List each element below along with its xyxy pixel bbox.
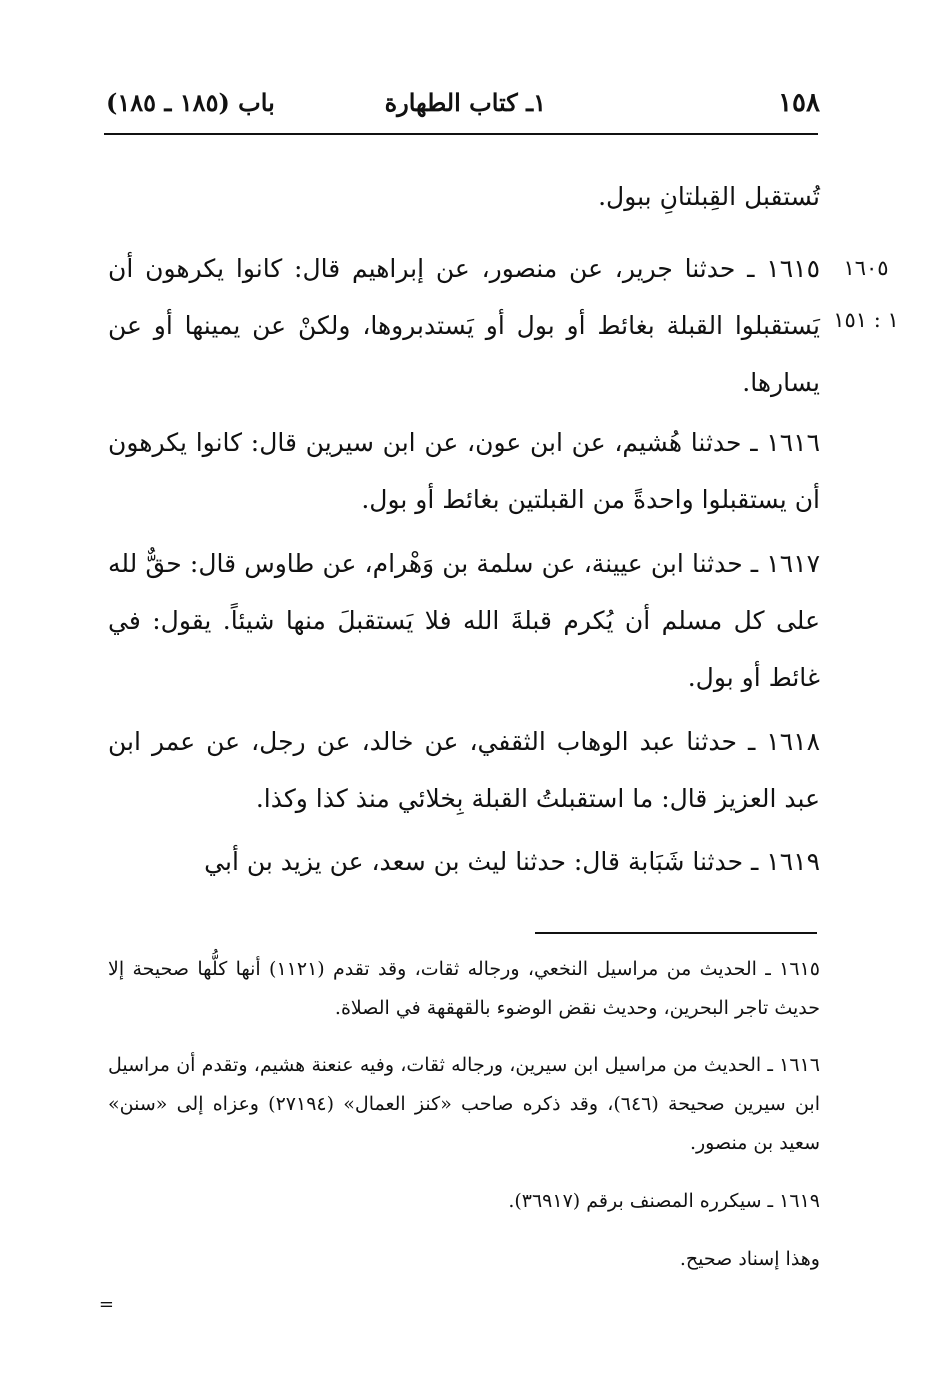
header-rule — [104, 133, 818, 135]
hadith-1619: ١٦١٩ ـ حدثنا شَبَابة قال: حدثنا ليث بن سعد، عن يزيد بن أبي — [204, 847, 820, 876]
footnote-1619: ١٦١٩ ـ سيكرره المصنف برقم (٣٦٩١٧). — [508, 1190, 820, 1212]
end-mark: = — [98, 1294, 114, 1315]
hadith-1618: ١٦١٨ ـ حدثنا عبد الوهاب الثقفي، عن خالد، عن رجل، عن عمر ابن عبد العزيز قال: ما استقبلتُ القبلة بِخلائي منذ كذا وكذا. — [108, 727, 820, 813]
running-header-chapter: باب (١٨٥ ـ ١٨٥) — [106, 88, 275, 117]
hadith-1616: ١٦١٦ ـ حدثنا هُشيم، عن ابن عون، عن ابن سيرين قال: كانوا يكرهون أن يستقبلوا واحدةً من القبلتين بغائط أو بول. — [108, 428, 820, 514]
page-number: ١٥٨ — [778, 88, 820, 118]
margin-note-1605: ١٦٠٥ — [843, 256, 889, 280]
hadith-1617: ١٦١٧ ـ حدثنا ابن عيينة، عن سلمة بن وَهْرام، عن طاوس قال: حقٌّ لله على كل مسلم أن يُكرم قبلةَ الله فلا يَستقبلَ منها شيئاً. يقول: في غائط أو بول. — [108, 549, 820, 692]
footnote-1619-note: وهذا إسناد صحيح. — [679, 1248, 820, 1270]
continuation-text: تُستقبل القِبلتانِ ببول. — [598, 182, 820, 211]
footnote-1615: ١٦١٥ ـ الحديث من مراسيل النخعي، ورجاله ثقات، وقد تقدم (١١٢١) أنها كلُّها صحيحة إلا حديث تاجر البحرين، وحديث نقض الوضوء بالقهقهة في الصلاة. — [108, 958, 820, 1019]
margin-note-reference: ١ : ١٥١ — [833, 308, 899, 332]
footnote-rule — [535, 932, 817, 934]
running-header-book: ١ـ كتاب الطهارة — [384, 88, 546, 117]
hadith-1615: ١٦١٥ ـ حدثنا جرير، عن منصور، عن إبراهيم قال: كانوا يكرهون أن يَستقبلوا القبلة بغائط أو بول أو يَستدبروها، ولكنْ عن يمينها أو عن يسارها. — [108, 254, 820, 397]
footnote-1616: ١٦١٦ ـ الحديث من مراسيل ابن سيرين، ورجاله ثقات، وفيه عنعنة هشيم، وتقدم أن مراسيل ابن سيرين صحيحة (٦٤٦)، وقد ذكره صاحب «كنز العمال» (٢٧١٩٤) وعزاه إلى «سنن» سعيد بن منصور. — [108, 1054, 820, 1154]
